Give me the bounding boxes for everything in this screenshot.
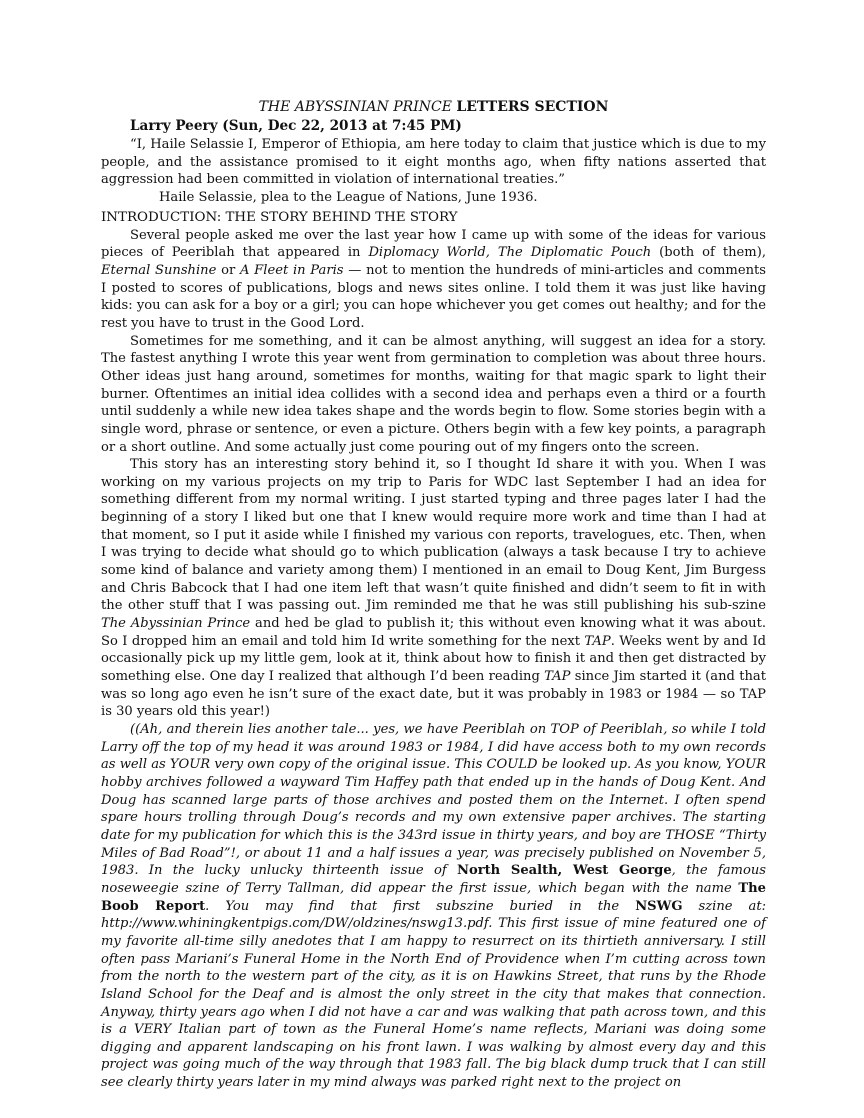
p1-text-g: — not to mention the hundreds of mini-articles and comments I posted to scores of publications, blogs and news sites online. I told them it was just like having kids: you can ask for a boy or a girl; you can hope whichever you get comes out healthy; and for the rest you have to trust in the Good Lord. bbox=[101, 262, 767, 331]
document-page bbox=[101, 98, 766, 1092]
editor-comment bbox=[101, 721, 766, 1092]
epigraph-attribution: Haile Selassie, plea to the League of Nations, June 1936. bbox=[159, 189, 538, 205]
paragraph-2: Sometimes for me something, and it can be almost anything, will suggest an idea for a story. The fastest anything I wrote this year went from germination to completion was about three hours. Other ideas just hang around, sometimes for months, waiting for that magic spark to light their burner. Oftentimes an initial idea collides with a second idea and perhaps even a third or a fourth until suddenly a while new idea takes shape and the words begin to flow. Some stories begin with a single word, phrase or sentence, or even a picture. Others begin with a few key points, a paragraph or a short outline. And some actually just come pouring out of my fingers onto the screen. bbox=[101, 333, 766, 455]
paragraph-1 bbox=[101, 227, 766, 333]
paragraph-3 bbox=[101, 456, 766, 721]
editor-text-e: . You may find that first subszine buried in the bbox=[205, 898, 636, 914]
p3-italic-abyssinian-prince: The Abyssinian Prince bbox=[101, 616, 251, 632]
p1-italic-fleet-in-paris: A Fleet in Paris bbox=[239, 262, 344, 278]
editor-text-g: szine at: http://www.whiningkentpigs.com/DW/oldzines/nswg13.pdf. This first issue of mine featured one of my favorite all-time silly anedotes that I am happy to resurrect on its thirtieth anniversary. I still often pass Mariani’s Funeral Home in the North End of Providence when I’m cutting across town from the north to the western part of the city, as it is on Hawkins Street, that runs by the Rhode Island School for the Deaf and is almost the only street in the city that makes that connection. Anyway, thirty years ago when I did not have a car and was walking that path across town, and this is a VERY Italian part of town as the Funeral Home’s name reflects, Mariani was doing some digging and apparent landscaping on his front lawn. I was walking by almost every day and this project was going much of the way through that 1983 fall. The big black dump truck that I can still see clearly thirty years later in my mind always was parked right next to the project on bbox=[101, 898, 766, 1091]
title-bold: LETTERS SECTION bbox=[456, 99, 609, 115]
editor-bold-north-sealth: North Sealth, West George bbox=[457, 863, 672, 879]
editor-bold-boob-report: The Boob Report bbox=[101, 880, 766, 914]
editor-bold-nswg: NSWG bbox=[635, 898, 683, 914]
p3-text-a: This story has an interesting story behind it, so I thought Id share it with you. When I was working on my various projects on my trip to Paris for WDC last September I had an idea for something different from my normal writing. I just started typing and three pages later I had the beginning of a story I liked but one that I knew would require more work and time than I had at that moment, so I put it aside while I finished my various con reports, travelogues, etc. Then, when I was trying to decide what should go to which publication (always a task because I try to achieve some kind of balance and variety among them) I mentioned in an email to Doug Kent, Jim Burgess and Chris Babcock that I had one item left that wasn’t quite finished and didn’t seem to fit in with the other stuff that I was passing out. Jim reminded me that he was still publishing his sub-szine bbox=[101, 457, 766, 614]
p1-italic-eternal-sunshine: Eternal Sunshine bbox=[101, 262, 217, 278]
p1-italic-publications: Diplomacy World, The Diplomatic Pouch bbox=[368, 245, 652, 261]
p3-text-e: . Weeks went by and Id occasionally pick up my little gem, look at it, think about how to finish it and then get distracted by something else. One day I realized that although I’d been reading bbox=[101, 633, 766, 685]
editor-text-a: ((Ah, and therein lies another tale... yes, we have Peeriblah on TOP of Peeriblah, so while I told Larry off the top of my head it was around 1983 or 1984, I did have access both to my own records as well as YOUR very own copy of the original issue. This COULD be looked up. As you know, YOUR hobby archives followed a wayward Tim Haffey path that ended up in the hands of Doug Kent. And Doug has scanned large parts of those archives and posted them on the Internet. I often spend spare hours trolling through Doug’s records and my own extensive paper archives. The starting date for my publication for which this is the 343rd issue in thirty years, and boy are THOSE “Thirty Miles of Bad Road”!, or about 11 and a half issues a year, was precisely published on November 5, 1983. In the lucky unlucky thirteenth issue of bbox=[101, 722, 766, 879]
p3-text-g: since Jim started it (and that was so long ago even he isn’t sure of the exact date, but it was probably in 1983 or 1984 — so TAP is 30 years old this year!) bbox=[101, 669, 766, 720]
p1-text-a: Several people asked me over the last year how I came up with some of the ideas for various pieces of Peeriblah that appeared in bbox=[101, 227, 766, 261]
p1-text-e: or bbox=[216, 262, 240, 278]
section-title bbox=[101, 98, 766, 117]
p3-text-c: and hed be glad to publish it; this without even knowing what it was about. So I dropped him an email and told him Id write something for the next bbox=[101, 616, 766, 649]
p3-italic-tap-1: TAP bbox=[584, 633, 611, 649]
p1-text-c: (both of them), bbox=[651, 245, 766, 261]
intro-heading: INTRODUCTION: THE STORY BEHIND THE STORY bbox=[101, 209, 458, 225]
p3-italic-tap-2: TAP bbox=[544, 669, 571, 685]
letter-author-line: Larry Peery (Sun, Dec 22, 2013 at 7:45 PM) bbox=[130, 118, 462, 134]
title-italic: THE ABYSSINIAN PRINCE bbox=[258, 99, 452, 115]
editor-text-c: , the famous noseweegie szine of Terry Tallman, did appear the first issue, which began with the name bbox=[101, 863, 766, 896]
epigraph-quote: “I, Haile Selassie I, Emperor of Ethiopia, am here today to claim that justice which is due to my people, and the assistance promised to it eight months ago, when fifty nations asserted that aggression had been committed in violation of international treaties.” bbox=[101, 137, 766, 188]
